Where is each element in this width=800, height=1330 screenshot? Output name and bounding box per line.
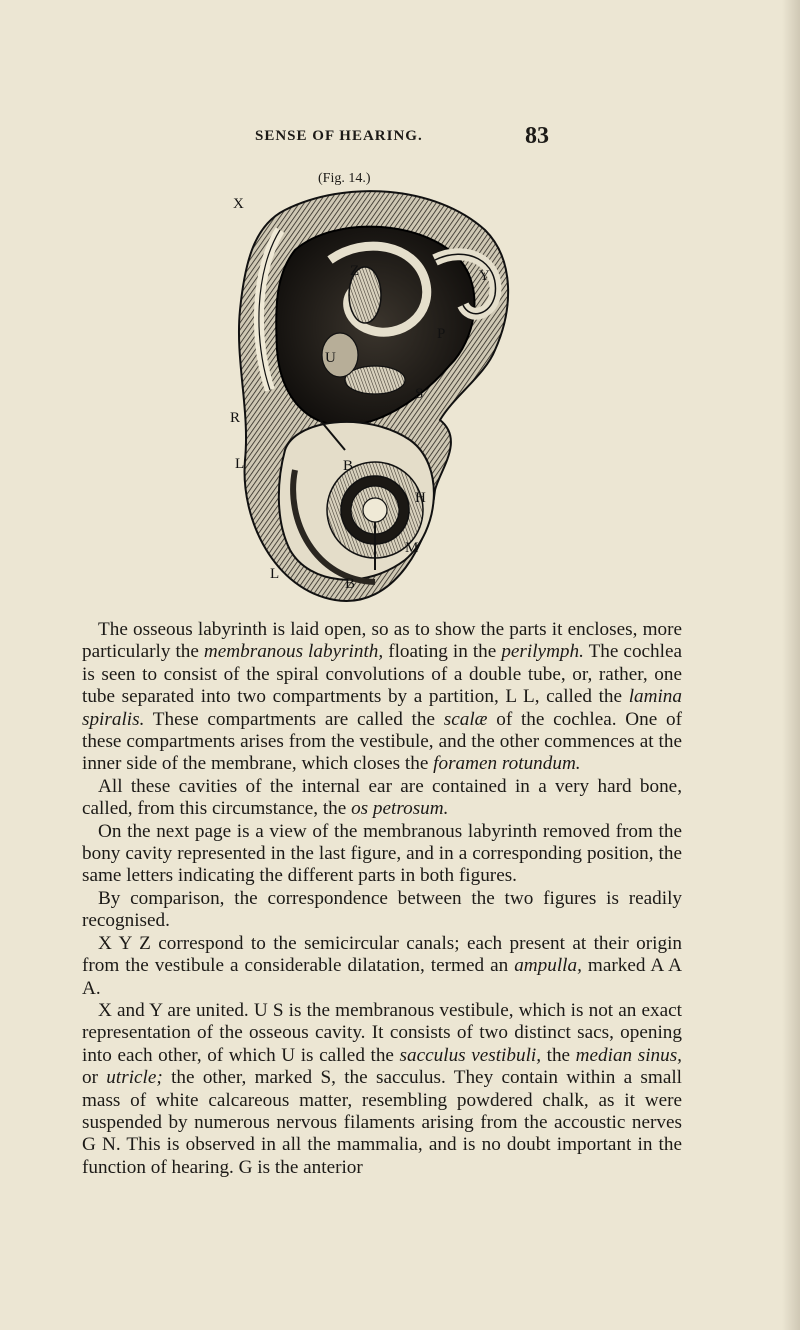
figure-caption: (Fig. 14.) [318,171,371,186]
body-text [82,619,682,1179]
paragraph-4: By comparison, the correspondence between the two figures is readily recognised. [82,887,682,932]
paragraph-5: X Y Z correspond to the semicircular canals; each present at their origin from the vestibule a considerable dilatation, termed an ampulla, marked A A A. [82,932,682,999]
label-r: R [230,410,241,426]
paragraph-6: X and Y are united. U S is the membranous vestibule, which is not an exact representation of the osseous cavity. It consists of two distinct sacs, opening into each other, of which U is called the sacculus vestibuli, the median sinus, or utricle; the other, marked S, the sacculus. They contain within a small mass of white calcareous matter, resembling powdered chalk, as it were suspended by numerous nervous filaments arising from the accoustic nerves G N. This is observed in all the mammalia, and is no doubt important in the function of hearing. G is the anterior [82,999,683,1178]
page-edge [782,0,800,1330]
labyrinth-illustration [225,190,525,610]
page-header [0,123,800,152]
label-x: X [233,196,244,212]
cochlea-apex [363,498,387,522]
labyrinth-drawing [225,190,525,610]
paragraph-2: All these cavities of the internal ear are contained in a very hard bone, called, from this circumstance, the os petrosum. [82,775,682,820]
label-b-upper: B [343,458,354,474]
page-number: 83 [525,123,549,149]
label-l-lower: L [270,566,280,582]
label-m: M [405,540,419,556]
paragraph-3: On the next page is a view of the membranous labyrinth removed from the bony cavity represented in the last figure, and in a corresponding position, the same letters indicating the different parts in both figures. [82,820,682,887]
running-title: SENSE OF HEARING. [255,128,423,144]
label-u: U [325,350,336,366]
label-l-upper: L [235,456,245,472]
label-z: Z [350,263,360,279]
label-h: H [415,490,426,506]
label-s: S [415,386,424,402]
paragraph-1: The osseous labyrinth is laid open, so as to show the parts it encloses, more particularly the membranous labyrinth, floating in the perilymph. The cochlea is seen to consist of the spiral convolutions of a double tube, or, rather, one tube separated into two compartments by a partition, L L, called the lamina spiralis. These compartments are called the scalæ of the cochlea. One of these compartments arises from the vestibule, and the other commences at the inner side of the membrane, which closes the foramen rotundum. [82,619,683,775]
label-b-lower: B [345,576,356,592]
sacculus-s [345,366,405,394]
label-p: P [437,326,446,342]
label-y: Y [479,268,490,284]
